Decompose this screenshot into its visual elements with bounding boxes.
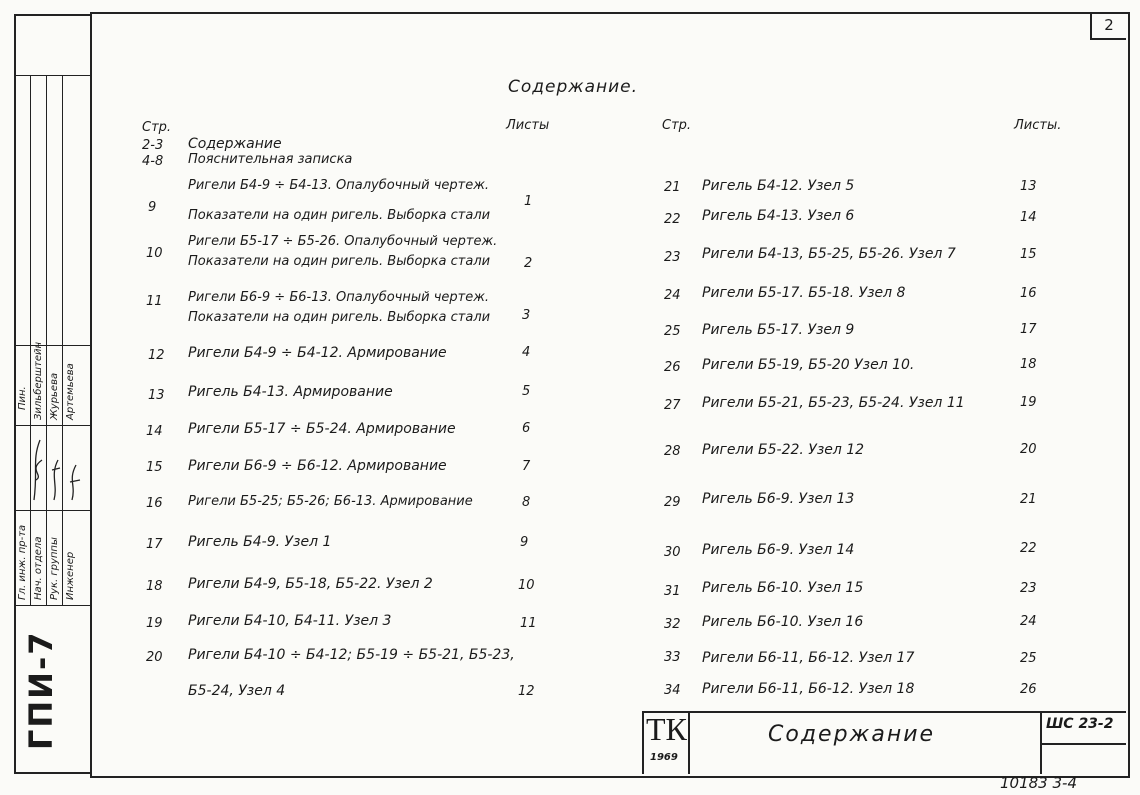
bottom-code: 10183 3-4 (1000, 774, 1077, 792)
entry-sheet: 13 (1020, 179, 1037, 194)
stamp-title: Содержание (768, 722, 936, 747)
entry-text: Ригель Б4-13. Узел 6 (702, 208, 855, 224)
entry-text: Б5-24, Узел 4 (188, 683, 286, 699)
right-header-sheets: Листы. (1014, 118, 1062, 133)
entry-text: Ригели Б6-9 ÷ Б6-13. Опалубочный чертеж. (188, 290, 490, 305)
entry-sheet: 23 (1020, 581, 1037, 596)
signatures (14, 430, 90, 510)
entry-page: 21 (664, 180, 681, 195)
entry-text: Ригель Б4-13. Армирование (188, 384, 393, 400)
entry-text: Ригели Б6-11, Б6-12. Узел 18 (702, 681, 915, 697)
side-row-line (14, 425, 90, 426)
left-header-sheets: Листы (506, 118, 550, 133)
entry-page: 18 (146, 579, 163, 594)
entry-text: Ригели Б5-19, Б5-20 Узел 10. (702, 357, 915, 373)
entry-page: 25 (664, 324, 681, 339)
entry-sheet: 20 (1020, 442, 1037, 457)
entry-text: Ригели Б5-17 ÷ Б5-26. Опалубочный чертеж. (188, 234, 498, 249)
sheet-number-box (1090, 12, 1126, 40)
entry-sheet: 24 (1020, 614, 1037, 629)
entry-sheet: 7 (522, 459, 531, 474)
entry-page: 11 (146, 294, 163, 309)
side-header: Пин. (17, 386, 28, 410)
side-row-line (14, 345, 90, 346)
entry-sheet: 26 (1020, 682, 1037, 697)
entry-sheet: 22 (1020, 541, 1037, 556)
right-header-page: Стр. (662, 118, 692, 133)
entry-page: 32 (664, 617, 681, 632)
entry-page: 33 (664, 650, 681, 665)
entry-page: 27 (664, 398, 681, 413)
entry-page: 30 (664, 545, 681, 560)
entry-sheet: 17 (1020, 322, 1037, 337)
side-role-1: Гл. инж. пр-та (17, 524, 28, 600)
entry-sheet: 15 (1020, 247, 1037, 262)
side-name-3: Артемьева (65, 363, 76, 420)
entry-text: Ригель Б4-9. Узел 1 (188, 534, 332, 550)
entry-page: 15 (146, 460, 163, 475)
entry-text: Ригели Б4-9, Б5-18, Б5-22. Узел 2 (188, 576, 433, 592)
entry-text: Показатели на один ригель. Выборка стали (188, 254, 491, 269)
entry-text: Ригель Б4-12. Узел 5 (702, 178, 855, 194)
entry-sheet: 21 (1020, 492, 1037, 507)
entry-text: Ригели Б5-17 ÷ Б5-24. Армирование (188, 421, 456, 437)
entry-text: Ригели Б6-9 ÷ Б6-12. Армирование (188, 458, 447, 474)
entry-text: Ригель Б5-17. Узел 9 (702, 322, 855, 338)
side-col-line (46, 75, 47, 605)
entry-page: 13 (148, 388, 165, 403)
entry-sheet: 14 (1020, 210, 1037, 225)
entry-page: 28 (664, 444, 681, 459)
side-name-1: Зильберштейн (33, 341, 44, 420)
entry-text: Показатели на один ригель. Выборка стали (188, 310, 491, 325)
entry-page: 12 (148, 348, 165, 363)
entry-sheet: 2 (524, 256, 533, 271)
entry-sheet: 10 (518, 578, 535, 593)
entry-text: Ригели Б4-13, Б5-25, Б5-26. Узел 7 (702, 246, 956, 262)
entry-sheet: 12 (518, 684, 535, 699)
entry-page: 26 (664, 360, 681, 375)
entry-text: Содержание (188, 136, 282, 152)
side-row-line (14, 510, 90, 511)
entry-text: Ригель Б6-9. Узел 13 (702, 491, 855, 507)
entry-page: 31 (664, 584, 681, 599)
entry-text: Ригели Б5-25; Б5-26; Б6-13. Армирование (188, 494, 473, 509)
entry-text: Ригель Б6-9. Узел 14 (702, 542, 855, 558)
entry-text: Пояснительная записка (188, 152, 353, 167)
entry-text: Ригели Б5-21, Б5-23, Б5-24. Узел 11 (702, 395, 965, 411)
entry-sheet: 3 (522, 308, 531, 323)
side-role-4: Инженер (65, 551, 76, 600)
side-label: ГПИ-7 (22, 630, 60, 750)
entry-sheet: 19 (1020, 395, 1037, 410)
entry-page: 24 (664, 288, 681, 303)
entry-page: 14 (146, 424, 163, 439)
entry-sheet: 25 (1020, 651, 1037, 666)
side-role-2: Нач. отдела (33, 536, 44, 600)
entry-text: Ригели Б4-10 ÷ Б4-12; Б5-19 ÷ Б5-21, Б5-23, (188, 647, 515, 663)
entry-sheet: 11 (520, 616, 537, 631)
side-col-line (30, 75, 31, 605)
entry-page: 16 (146, 496, 163, 511)
left-header-page: Стр. (142, 120, 172, 135)
side-name-2: Журьева (49, 372, 60, 420)
stamp-code: ШС 23-2 (1046, 716, 1114, 732)
side-strip-divider (14, 75, 90, 76)
entry-sheet: 9 (520, 535, 529, 550)
stamp-tk: ТК (646, 711, 687, 747)
entry-page: 19 (146, 616, 163, 631)
entry-text: Ригели Б5-17. Б5-18. Узел 8 (702, 285, 906, 301)
entry-page: 34 (664, 683, 681, 698)
entry-sheet: 5 (522, 384, 531, 399)
entry-text: Показатели на один ригель. Выборка стали (188, 208, 491, 223)
entry-page: 20 (146, 650, 163, 665)
sheet-number: 2 (1104, 16, 1114, 34)
entry-text: Ригель Б6-10. Узел 16 (702, 614, 864, 630)
entry-sheet: 1 (524, 194, 533, 209)
side-row-line (14, 605, 90, 606)
entry-sheet: 18 (1020, 357, 1037, 372)
stamp-year: 1969 (650, 752, 678, 763)
entry-sheet: 4 (522, 345, 531, 360)
entry-text: Ригели Б4-9 ÷ Б4-13. Опалубочный чертеж. (188, 178, 490, 193)
entry-text: Ригели Б5-22. Узел 12 (702, 442, 865, 458)
stamp-divider (1040, 743, 1126, 745)
entry-page: 17 (146, 537, 163, 552)
entry-sheet: 8 (522, 495, 531, 510)
side-col-line (62, 75, 63, 605)
entry-text: Ригели Б4-10, Б4-11. Узел 3 (188, 613, 392, 629)
entry-page: 22 (664, 212, 681, 227)
entry-page: 10 (146, 246, 163, 261)
entry-page: 29 (664, 495, 681, 510)
entry-page: 2-3 (142, 138, 164, 153)
entry-text: Ригели Б6-11, Б6-12. Узел 17 (702, 650, 915, 666)
entry-text: Ригель Б6-10. Узел 15 (702, 580, 864, 596)
entry-page: 9 (148, 200, 157, 215)
page-title: Содержание. (508, 77, 639, 97)
entry-text: Ригели Б4-9 ÷ Б4-12. Армирование (188, 345, 447, 361)
entry-page: 4-8 (142, 154, 164, 169)
side-role-3: Рук. группы (49, 537, 60, 600)
entry-sheet: 16 (1020, 286, 1037, 301)
entry-sheet: 6 (522, 421, 531, 436)
entry-page: 23 (664, 250, 681, 265)
stamp-divider (688, 711, 690, 774)
